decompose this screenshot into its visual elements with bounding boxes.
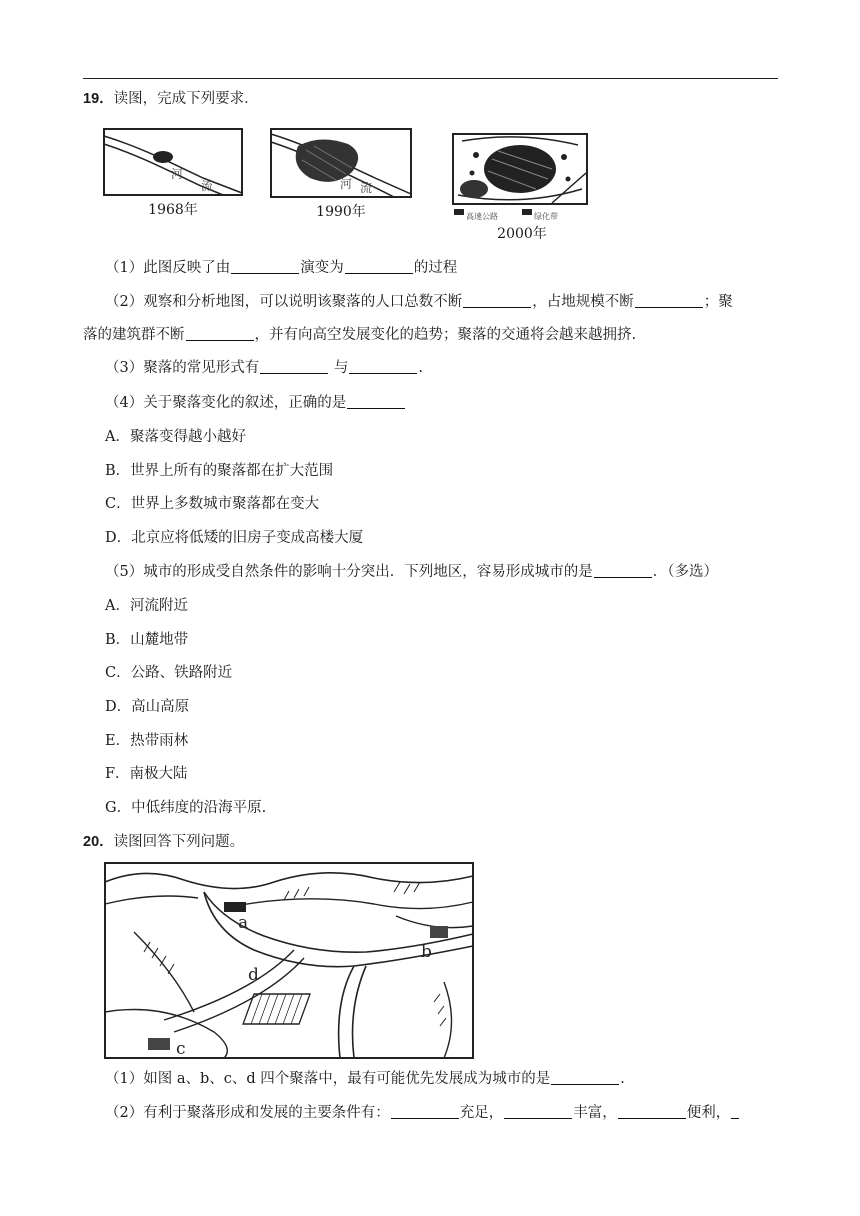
answer-blank[interactable] (731, 1104, 739, 1119)
q19-part3: （3）聚落的常见形式有 与 . (105, 360, 423, 376)
q19-part4: （4）关于聚落变化的叙述，正确的是 (105, 393, 406, 413)
q19-part5: （5）城市的形成受自然条件的影响十分突出．下列地区，容易形成城市的是 ．（多选） (105, 564, 718, 580)
answer-blank[interactable] (504, 1104, 572, 1119)
answer-blank[interactable] (618, 1104, 686, 1119)
q19-p5-option-a[interactable]: A．河流附近 (105, 598, 188, 614)
q19-part2-line2: 落的建筑群不断 ，并有向高空发展变化的趋势；聚落的交通将会越来越拥挤. (83, 327, 637, 343)
map-1968 (103, 128, 243, 202)
q20-number: 20． (83, 834, 114, 850)
q19-part1: （1）此图反映了由 演变为 的过程 (105, 260, 458, 276)
legend-highway: 高速公路 (466, 212, 498, 221)
legend-greenbelt: 绿化带 (534, 212, 558, 221)
settlement-label-a: a (238, 913, 249, 933)
q20-part2: （2）有利于聚落形成和发展的主要条件有： 充足， 丰富， 便利， (105, 1103, 740, 1123)
q19-part2-line1: （2）观察和分析地图，可以说明该聚落的人口总数不断 ，占地规模不断 ；聚 (105, 294, 733, 310)
river-char: 流 (360, 181, 373, 195)
river-char: 河 (340, 177, 353, 191)
q19-p5-option-d[interactable]: D．高山高原 (105, 699, 190, 715)
settlement-label-d: d (248, 965, 259, 985)
q19-p5-option-g[interactable]: G．中低纬度的沿海平原. (105, 800, 267, 816)
river-char: 流 (201, 179, 214, 193)
caption-2000: 2000年 (497, 226, 547, 242)
q19-p5-option-b[interactable]: B．山麓地带 (105, 632, 189, 648)
settlement-map (104, 862, 474, 1064)
answer-blank[interactable] (635, 293, 703, 308)
q19-p5-option-e[interactable]: E．热带雨林 (105, 733, 189, 749)
q19-number: 19． (83, 91, 114, 107)
map-1990 (270, 128, 412, 204)
answer-blank[interactable] (349, 359, 417, 374)
caption-1968: 1968年 (148, 202, 198, 218)
answer-blank[interactable] (594, 563, 652, 578)
q20-part1: （1）如图 a、b、c、d 四个聚落中，最有可能优先发展成为城市的是 . (105, 1071, 625, 1087)
q19-p4-option-c[interactable]: C．世界上多数城市聚落都在变大 (105, 496, 320, 512)
answer-blank[interactable] (551, 1070, 619, 1085)
answer-blank[interactable] (186, 326, 254, 341)
answer-blank[interactable] (345, 259, 413, 274)
answer-blank[interactable] (391, 1104, 459, 1119)
q19-p4-option-d[interactable]: D．北京应将低矮的旧房子变成高楼大厦 (105, 530, 364, 546)
settlement-label-b: b (421, 942, 432, 962)
q20-stem: 20．读图回答下列问题。 (83, 834, 245, 850)
answer-blank[interactable] (231, 259, 299, 274)
q19-p4-option-b[interactable]: B．世界上所有的聚落都在扩大范围 (105, 463, 334, 479)
answer-blank[interactable] (260, 359, 328, 374)
header-rule (83, 78, 778, 79)
q19-p4-option-a[interactable]: A．聚落变得越小越好 (105, 429, 246, 445)
settlement-label-c: c (176, 1039, 186, 1059)
q19-p5-option-f[interactable]: F．南极大陆 (105, 766, 188, 782)
answer-blank[interactable] (463, 293, 531, 308)
q19-p5-option-c[interactable]: C．公路、铁路附近 (105, 665, 233, 681)
q19-stem: 19．读图，完成下列要求． (83, 91, 259, 107)
caption-1990: 1990年 (316, 204, 366, 220)
river-char: 河 (171, 167, 184, 181)
answer-blank[interactable] (347, 394, 405, 409)
